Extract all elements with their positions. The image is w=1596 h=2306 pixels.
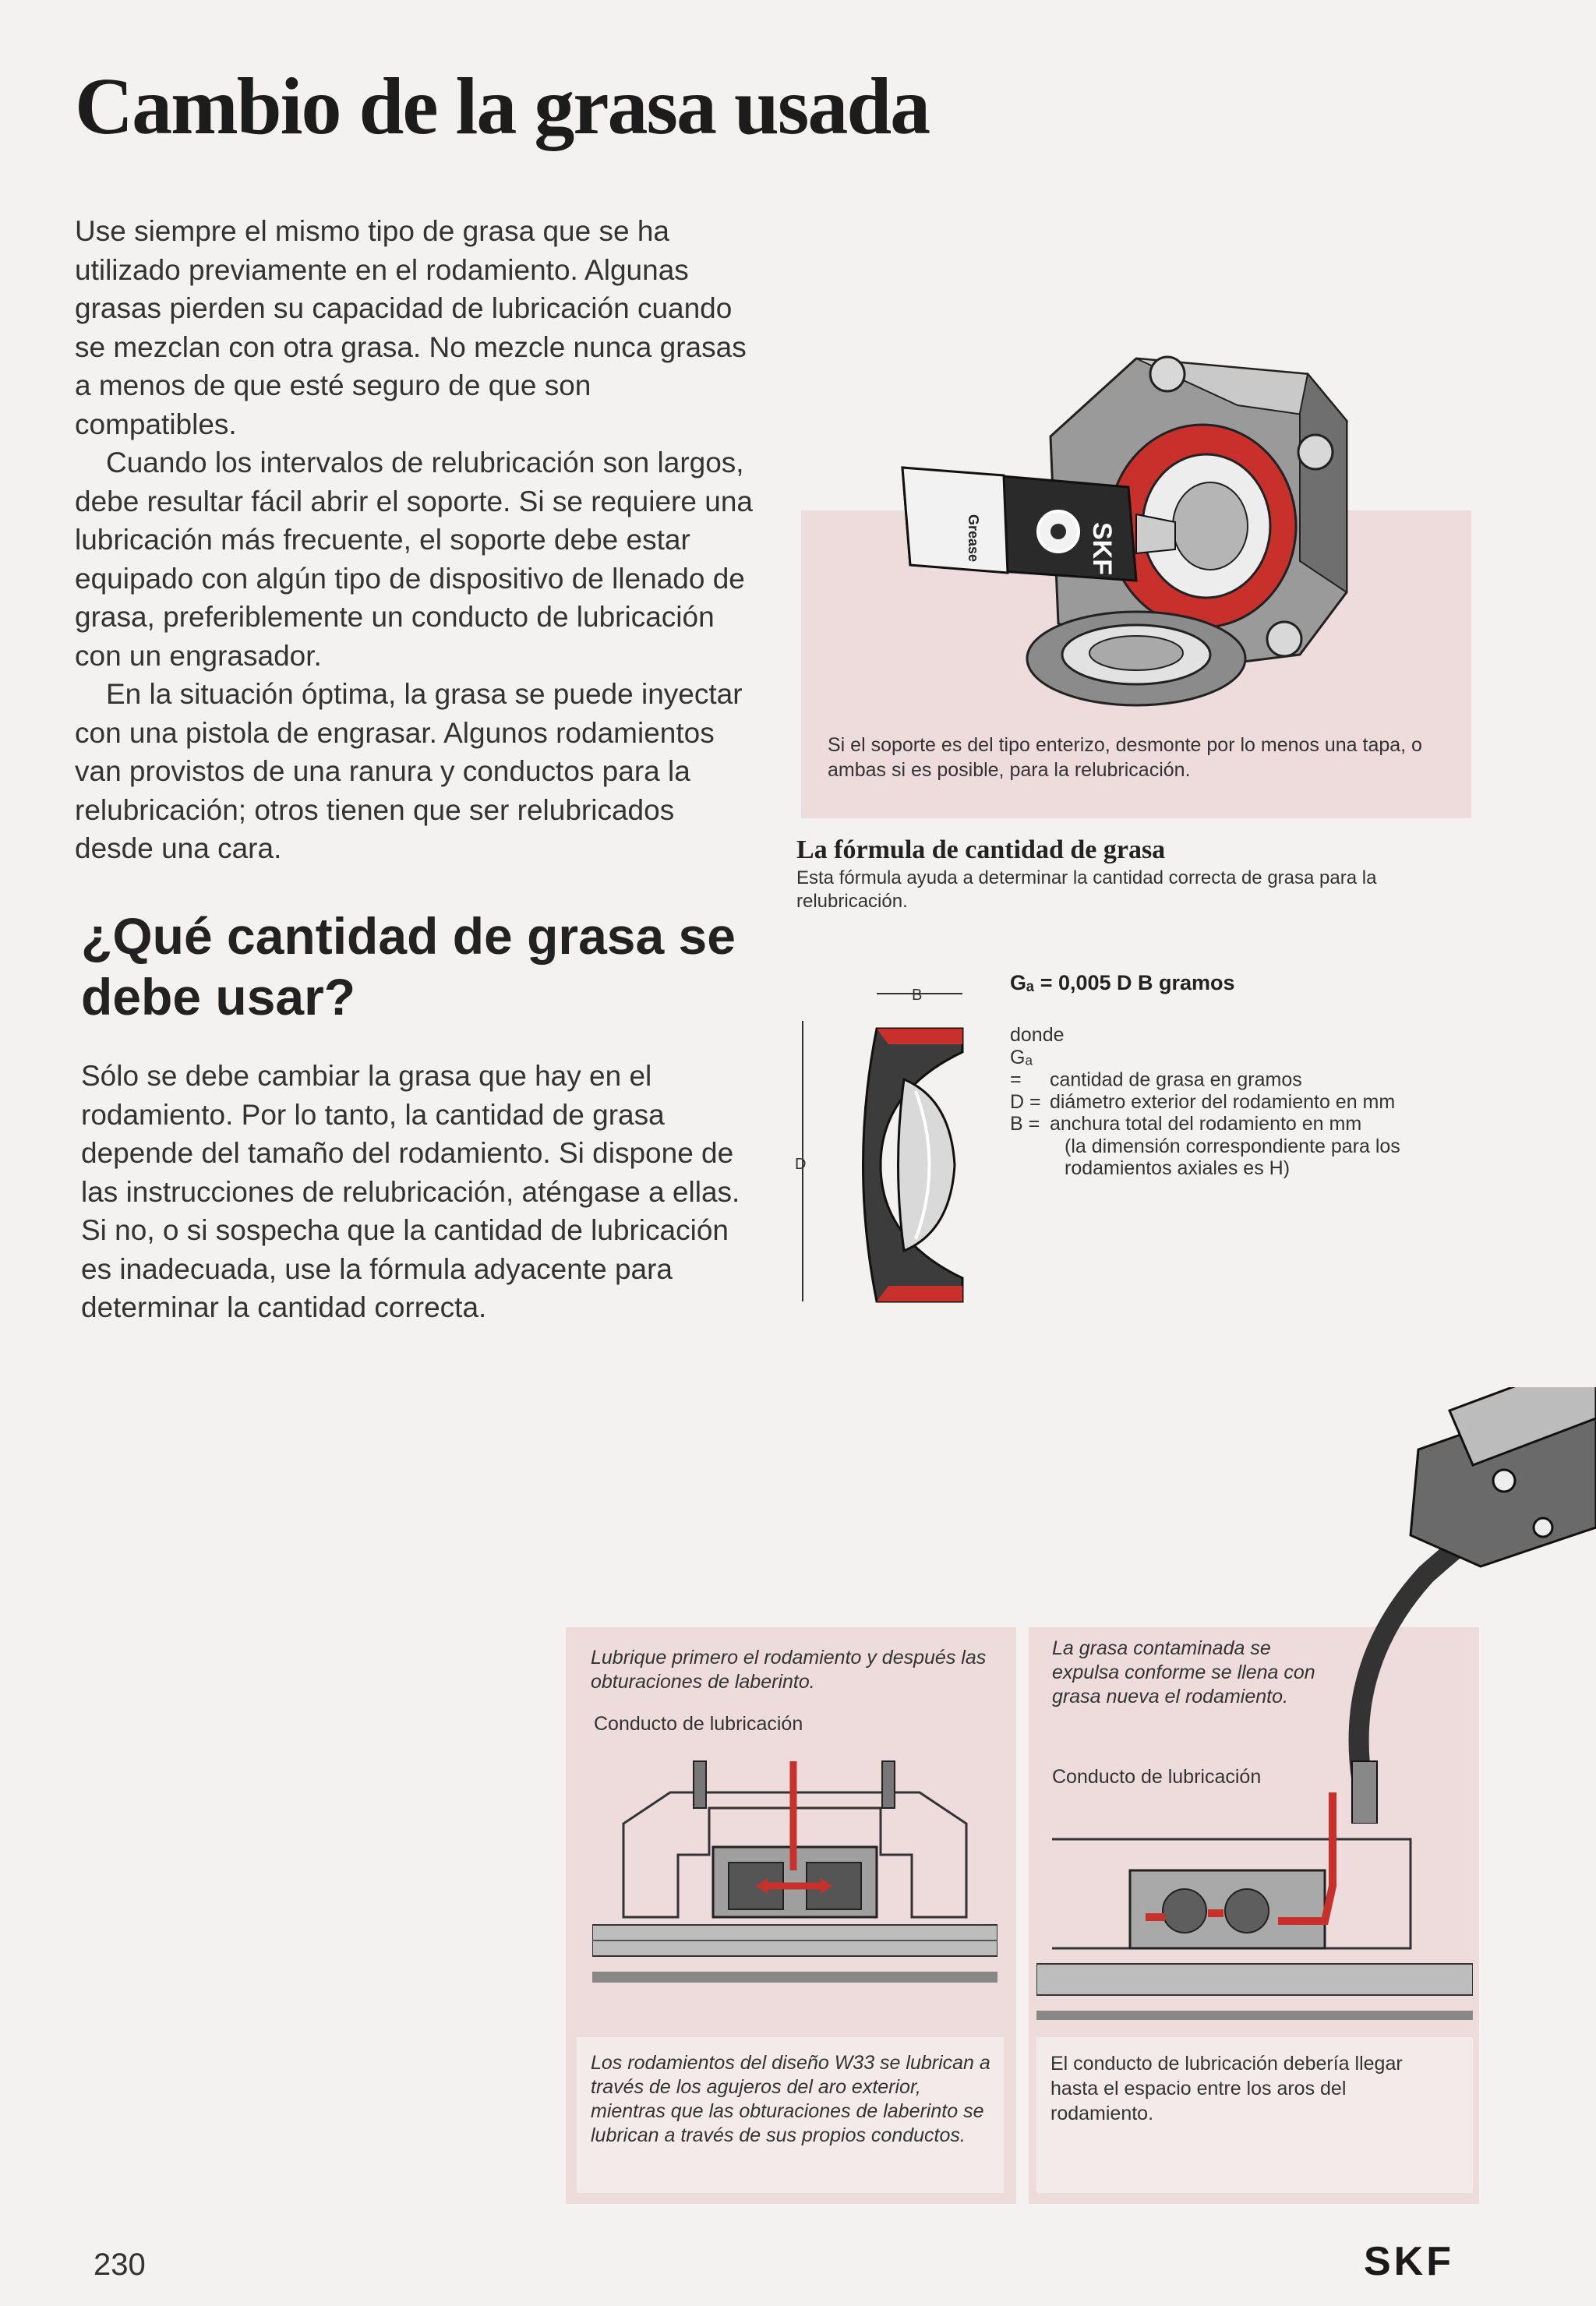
intro-paragraph: Cuando los intervalos de relubricación son largos, debe resultar fácil abrir el soporte. Si se requiere una lubricación más frecuente, el soporte debe estar equipado con algún tipo de dispositivo de llenado de grasa, preferiblemente un conducto de lubricación con un engrasador. (75, 447, 753, 672)
skf-logo: SKF (1364, 2239, 1454, 2284)
panel-right-bottom-caption: El conducto de lubricación debería llegar hasta el espacio entre los aros del rodamiento. (1050, 2053, 1403, 2124)
definition-row: Gₐ = cantidad de grasa en gramos (1010, 1046, 1302, 1090)
svg-text:Grease: Grease (966, 514, 981, 563)
panel-left-top-caption: Lubrique primero el rodamiento y después las obturaciones de laberinto. (591, 1647, 987, 1693)
page-number: 230 (94, 2248, 146, 2282)
grease-gun-icon (1294, 1387, 1596, 1824)
definition-row: D = diámetro exterior del rodamiento en mm (1010, 1090, 1396, 1113)
where-label: donde (1010, 1024, 1065, 1046)
panel-right-label: Conducto de lubricación (1052, 1766, 1262, 1788)
definition-note: (la dimensión correspondiente para los rodamientos axiales es H) (1065, 1135, 1400, 1179)
split-housing-section-icon (1036, 1792, 1473, 2034)
panel-left-label: Conducto de lubricación (594, 1713, 803, 1735)
section-heading: ¿Qué cantidad de grasa se debe usar? (81, 907, 736, 1026)
svg-text:B: B (912, 987, 923, 1004)
bearing-housing-icon (801, 327, 1471, 748)
intro-text (75, 212, 761, 868)
formula-legend (1010, 1024, 1493, 1180)
svg-text:D: D (795, 1156, 807, 1173)
intro-paragraph: En la situación óptima, la grasa se puede inyectar con una pistola de engrasar. Algunos rodamientos van provistos de una ranura y conductos para la relubricación; otros tienen que ser relubricados desde una cara. (75, 678, 743, 864)
svg-text:SKF: SKF (1087, 522, 1117, 575)
housing-caption: Si el soporte es del tipo enterizo, desmonte por lo menos una tapa, o ambas si es posible, para la relubricación. (828, 734, 1422, 781)
bearing-cross-section-icon (795, 974, 974, 1317)
definition-row: B = anchura total del rodamiento en mm (1010, 1113, 1362, 1135)
labyrinth-housing-section-icon (592, 1746, 998, 2003)
formula-heading: La fórmula de cantidad de grasa (796, 835, 1166, 864)
section-paragraph: Sólo se debe cambiar la grasa que hay en el rodamiento. Por lo tanto, la cantidad de grasa depende del tamaño del rodamiento. Si dispone de las instrucciones de relubricación, aténgase a ellas. Si no, o si sospecha que la cantidad de lubricación es inadecuada, use la fórmula adyacente para determinar la cantidad correcta. (81, 1060, 740, 1323)
intro-paragraph: Use siempre el mismo tipo de grasa que se ha utilizado previamente en el rodamiento. Algunas grasas pierden su capacidad de lubricación cuando se mezclan con otra grasa. No mezcle nunca grasas a menos de que esté seguro de que son compatibles. (75, 215, 747, 440)
formula: Gₐ = 0,005 D B gramos (1010, 971, 1235, 994)
page-title: Cambio de la grasa usada (75, 62, 930, 151)
panel-left-bottom-caption: Los rodamientos del diseño W33 se lubrican a través de los agujeros del aro exterior, mientras que las obturaciones de laberinto se lubrican a través de sus propios conductos. (591, 2052, 990, 2146)
formula-subtitle: Esta fórmula ayuda a determinar la cantidad correcta de grasa para la relubricación. (796, 867, 1377, 912)
panel-right-top-caption: La grasa contaminada se expulsa conforme se llena con grasa nueva el rodamiento. (1052, 1637, 1315, 1707)
